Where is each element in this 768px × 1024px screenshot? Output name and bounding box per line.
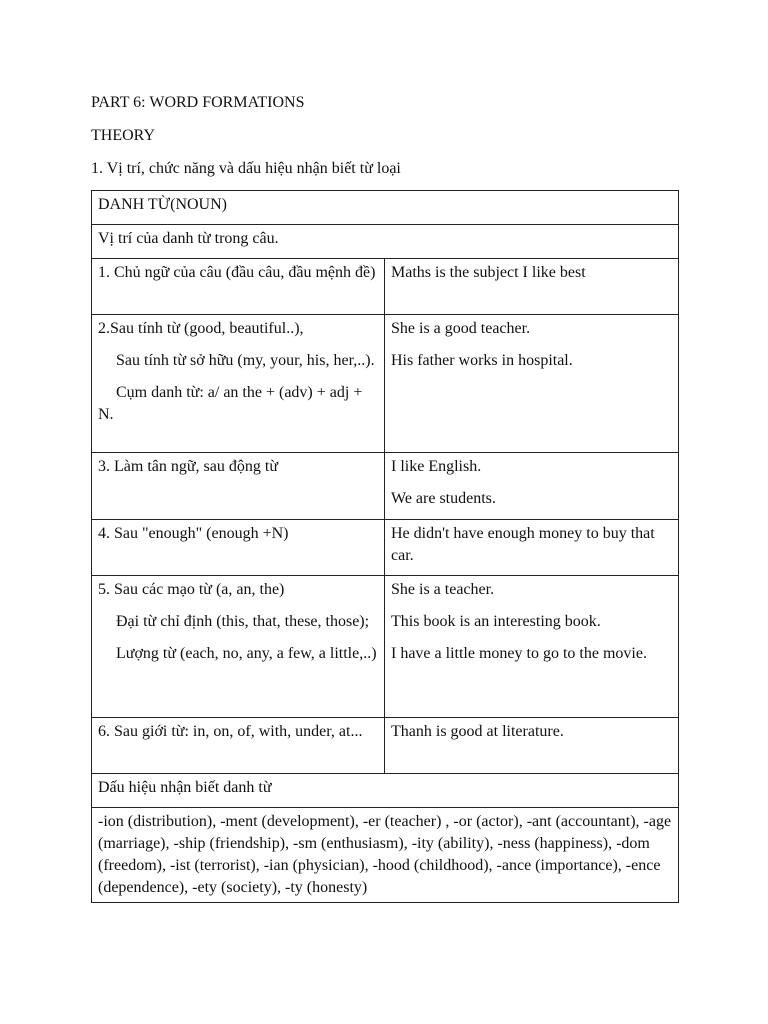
position-text: 5. Sau các mạo từ (a, an, the) xyxy=(98,581,285,598)
noun-table xyxy=(91,190,679,903)
position-text: 4. Sau "enough" (enough +N) xyxy=(98,525,289,542)
example-cell xyxy=(385,453,679,520)
signs-header-cell xyxy=(92,774,679,808)
position-text: Cụm danh từ: a/ an the + (adv) + adj + N. xyxy=(98,384,363,423)
signs-header: Dấu hiệu nhận biết danh từ xyxy=(98,779,272,796)
example-text: I have a little money to go to the movie. xyxy=(391,645,647,662)
position-cell xyxy=(92,520,385,576)
example-text: She is a good teacher. xyxy=(391,320,531,337)
example-text: Thanh is good at literature. xyxy=(391,723,564,740)
example-text: She is a teacher. xyxy=(391,581,495,598)
position-cell xyxy=(92,259,385,315)
example-text: We are students. xyxy=(391,490,496,507)
suffixes-text: -ion (distribution), -ment (development), -er (teacher) , -or (actor), -ant (accountant), -age (marriage), -ship (friendship), -sm (enthusiasm), -ity (ability), -ness (happiness), -dom (freedom), -ist (terrorist), -ian (physician), -hood (childhood), -ance (importance), -ence (dependence), -ety (society), -ty (honesty) xyxy=(98,813,672,896)
table-row xyxy=(92,718,679,774)
example-cell xyxy=(385,718,679,774)
table-row xyxy=(92,191,679,225)
table-row xyxy=(92,453,679,520)
theory-label: THEORY xyxy=(91,127,155,144)
section-heading: 1. Vị trí, chức năng và dấu hiệu nhận biết từ loại xyxy=(91,160,401,177)
position-text: Lượng từ (each, no, any, a few, a little,..) xyxy=(116,645,377,662)
part-title: PART 6: WORD FORMATIONS xyxy=(91,94,305,111)
position-text: Sau tính từ sở hữu (my, your, his, her,..). xyxy=(116,352,375,369)
position-cell xyxy=(92,718,385,774)
table-row xyxy=(92,808,679,903)
example-text: Maths is the subject I like best xyxy=(391,264,586,281)
example-cell xyxy=(385,520,679,576)
position-cell xyxy=(92,576,385,718)
position-text: 3. Làm tân ngữ, sau động từ xyxy=(98,458,278,475)
table-subheader: Vị trí của danh từ trong câu. xyxy=(98,230,279,247)
position-text: Đại từ chỉ định (this, that, these, those); xyxy=(116,613,370,630)
table-row xyxy=(92,259,679,315)
table-row xyxy=(92,520,679,576)
table-row xyxy=(92,774,679,808)
example-text: This book is an interesting book. xyxy=(391,613,601,630)
table-header-cell xyxy=(92,191,679,225)
position-cell xyxy=(92,453,385,520)
position-text: 6. Sau giới từ: in, on, of, with, under, at... xyxy=(98,723,363,740)
position-cell xyxy=(92,315,385,453)
table-row xyxy=(92,576,679,718)
example-text: His father works in hospital. xyxy=(391,352,573,369)
position-text: 2.Sau tính từ (good, beautiful..), xyxy=(98,320,304,337)
table-subheader-cell xyxy=(92,225,679,259)
suffixes-cell xyxy=(92,808,679,903)
example-text: He didn't have enough money to buy that car. xyxy=(391,525,655,564)
example-cell xyxy=(385,259,679,315)
example-cell xyxy=(385,576,679,718)
example-text: I like English. xyxy=(391,458,482,475)
example-cell xyxy=(385,315,679,453)
position-text: 1. Chủ ngữ của câu (đầu câu, đầu mệnh đề) xyxy=(98,264,376,281)
table-row xyxy=(92,225,679,259)
table-row xyxy=(92,315,679,453)
document-page xyxy=(91,92,677,903)
table-header: DANH TỪ(NOUN) xyxy=(98,196,227,213)
